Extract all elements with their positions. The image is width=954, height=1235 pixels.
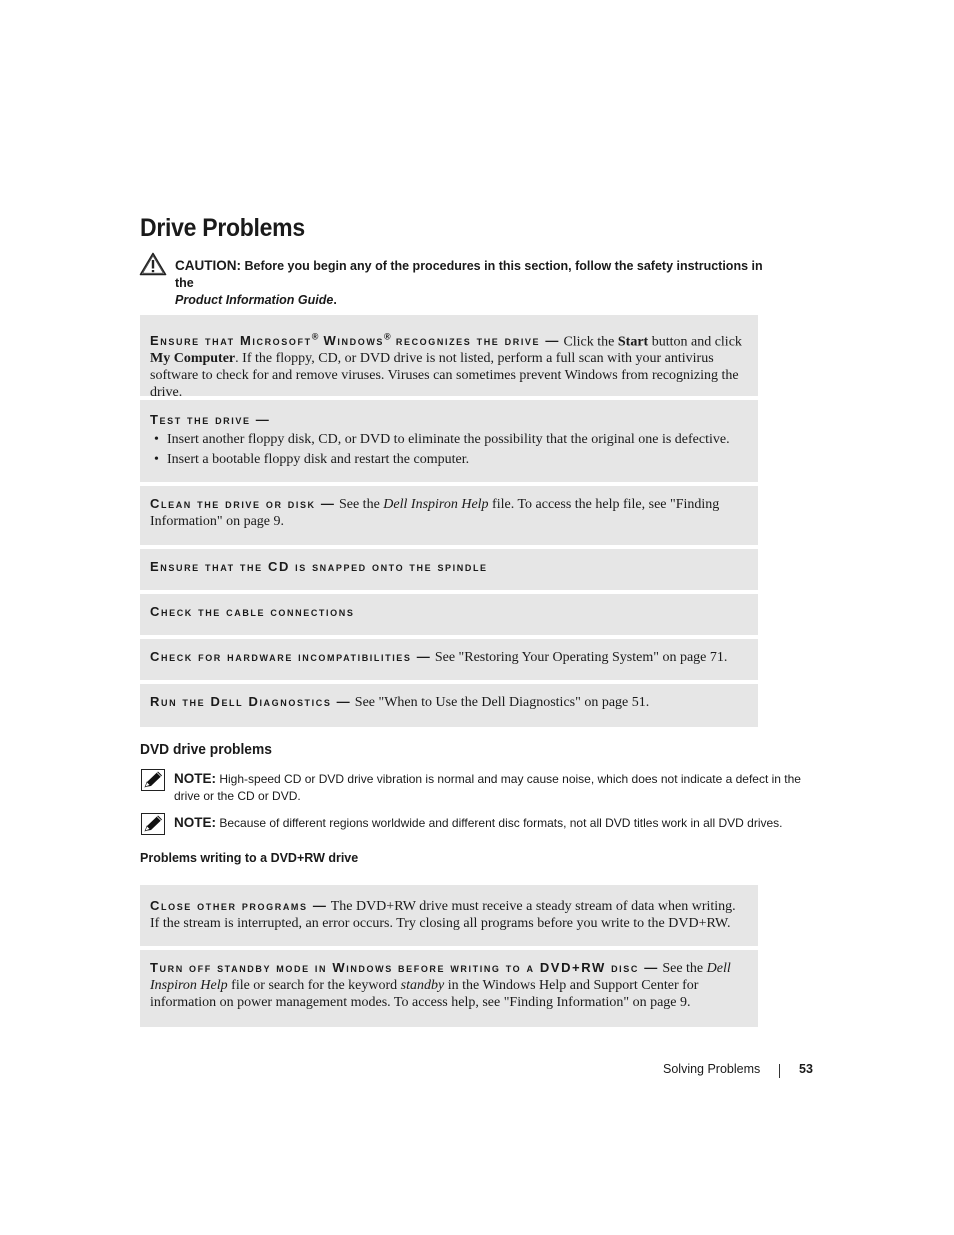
tip-text: file or search for the keyword [227, 978, 401, 993]
heading-part: heck for hardware incompatibilities — [161, 649, 432, 664]
heading-initial: W [332, 960, 347, 975]
tip-heading [150, 694, 351, 709]
keyword-ref: standby [400, 978, 445, 993]
tip-text: See "Restoring Your Operating System" on page 71. [431, 650, 728, 665]
heading-initial: D [210, 694, 222, 709]
tip-text: . If the floppy, CD, or DVD drive is not listed, perform a full scan with your antivirus software to check for and remove viruses. Viruses can sometimes prevent Windows from recognizing the drive. [150, 351, 739, 401]
heading-part: indows [337, 333, 385, 349]
heading-part: recognizes the drive — [390, 333, 560, 349]
footer-divider [779, 1064, 780, 1078]
heading-initial: W [318, 333, 338, 349]
tip-text: button and click [648, 334, 742, 350]
start-button-ref: Start [617, 334, 649, 350]
note-pencil-icon [141, 769, 165, 791]
tip-box-dell-diagnostics [140, 684, 758, 727]
note-label: NOTE: [174, 771, 216, 786]
heading-part: indows before writing to a [346, 960, 540, 975]
tip-box-standby-mode [140, 950, 758, 1027]
heading-part: lean the drive or disk — [161, 496, 336, 511]
heading-part: nsure that the [160, 559, 268, 574]
note [174, 814, 854, 832]
list-item: • Insert a bootable floppy disk and restart the computer. [150, 451, 748, 468]
tip-text: Click the [559, 334, 618, 350]
tip-heading [150, 960, 659, 975]
note-pencil-icon [141, 813, 165, 835]
tip-heading [150, 559, 488, 574]
tip-heading [150, 898, 327, 913]
heading-part: lose other programs — [161, 898, 328, 913]
help-file-ref: Dell Inspiron Help [383, 497, 489, 512]
heading-part: ell [221, 694, 249, 709]
registered-mark: ® [311, 332, 319, 342]
heading-initial: T [150, 960, 160, 975]
heading-initial: C [150, 898, 161, 913]
page-title: Drive Problems [140, 214, 305, 242]
tip-box-test-drive [140, 400, 758, 482]
tip-box-windows-recognizes [140, 315, 758, 401]
tip-text: See the [335, 497, 384, 512]
caution-body: Before you begin any of the procedures in this section, follow the safety instructions in the [175, 259, 763, 290]
caution-period: . [333, 293, 337, 307]
heading-initial: C [150, 496, 161, 511]
heading-initial: C [150, 604, 161, 619]
note [174, 770, 814, 805]
heading-initial: CD [267, 559, 290, 574]
caution-guide-title: Product Information Guide [175, 293, 334, 307]
heading-initial: D [248, 694, 260, 709]
registered-mark: ® [384, 332, 391, 342]
caution-warning-icon [139, 252, 167, 276]
page-number: 53 [799, 1062, 813, 1076]
tip-box-cable-connections [140, 594, 758, 635]
caution-label: CAUTION: [175, 258, 241, 273]
heading-part: nsure that [160, 333, 240, 349]
note-body: High-speed CD or DVD drive vibration is normal and may cause noise, which does not indicate a defect in the drive or the CD or DVD. [174, 772, 801, 803]
heading-initial: E [150, 333, 161, 349]
heading-part: disc — [605, 960, 659, 975]
tip-heading [150, 604, 354, 619]
tip-box-hardware-incompatibilities [140, 639, 758, 680]
tip-heading [150, 333, 560, 348]
tip-heading [150, 649, 431, 664]
tip-text: in the Windows Help and Support Center for information on power management modes. To access help, see "Finding Information" on page 9. [150, 978, 699, 1010]
tip-heading [150, 496, 335, 511]
heading-part: un the [161, 694, 211, 709]
help-file-ref: Dell Inspiron Help [150, 961, 731, 993]
heading-part: heck the cable connections [161, 604, 355, 619]
tip-box-clean-drive [140, 486, 758, 545]
footer-section-title: Solving Problems [663, 1062, 761, 1076]
subsection-heading: Problems writing to a DVD+RW drive [140, 851, 359, 865]
heading-part: icrosoft [252, 333, 312, 349]
heading-part: iagnostics — [259, 694, 352, 709]
tip-text: file. To access the help file, see "Finding Information" on page 9. [150, 497, 720, 529]
heading-part: is snapped onto the spindle [289, 559, 488, 574]
note-label: NOTE: [174, 815, 216, 830]
tip-box-close-programs [140, 885, 758, 946]
tip-box-cd-spindle [140, 549, 758, 590]
heading-initial: DVD+RW [539, 960, 606, 975]
list-item: • Insert another floppy disk, CD, or DVD to eliminate the possibility that the original one is defective. [150, 431, 748, 448]
tip-text: See "When to Use the Dell Diagnostics" on page 51. [351, 695, 650, 710]
heading-initial: M [239, 333, 253, 349]
tip-text: The DVD+RW drive must receive a steady stream of data when writing. If the stream is interrupted, an error occurs. Try closing all programs before you write to the DVD+RW. [150, 899, 736, 931]
section-heading: DVD drive problems [140, 741, 272, 758]
tip-heading [150, 411, 748, 428]
heading-initial: C [150, 649, 161, 664]
heading-part: est the drive — [159, 412, 271, 427]
heading-initial: R [150, 694, 161, 709]
caution-notice [175, 257, 775, 309]
my-computer-ref: My Computer [150, 351, 236, 367]
heading-part: urn off standby mode in [159, 960, 333, 975]
heading-initial: E [150, 559, 161, 574]
tip-text: See the [658, 961, 707, 976]
note-body: Because of different regions worldwide and different disc formats, not all DVD titles work in all DVD drives. [219, 816, 783, 830]
heading-initial: T [150, 412, 160, 427]
